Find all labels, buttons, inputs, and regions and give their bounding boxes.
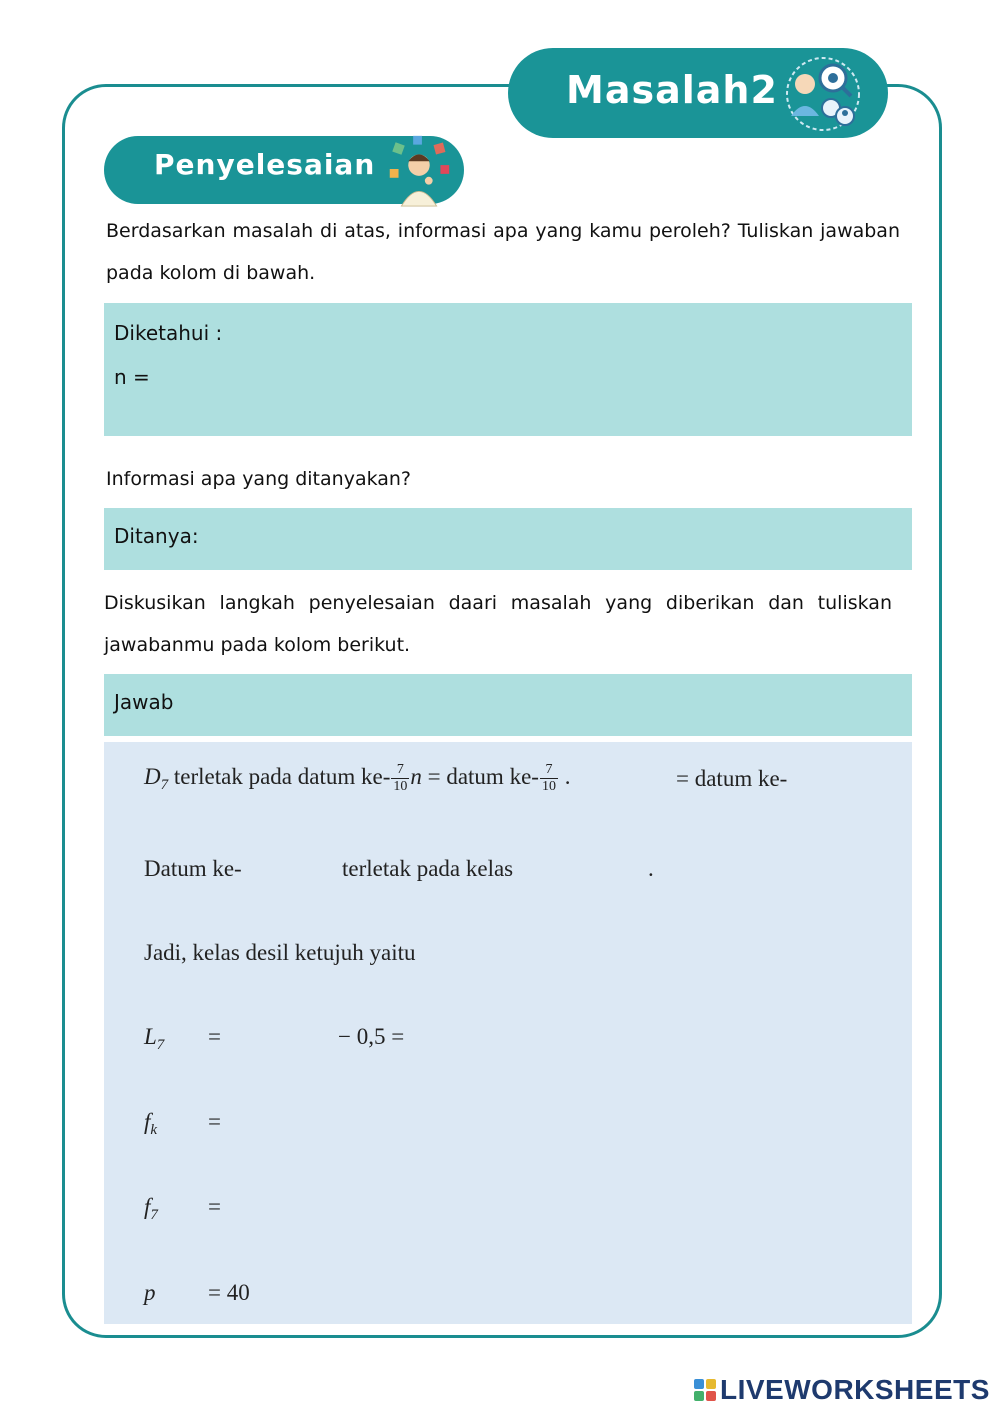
- ditanya-box[interactable]: [104, 508, 912, 570]
- answer-f7: $f_7$: [144, 1194, 158, 1223]
- intro-question: Berdasarkan masalah di atas, informasi apa yang kamu peroleh? Tuliskan jawaban pada kolom di bawah.: [106, 220, 900, 284]
- answer-p: p: [144, 1280, 156, 1305]
- diketahui-label: Diketahui :: [114, 321, 223, 345]
- ditanya-label: Ditanya:: [114, 524, 199, 548]
- answer-fk-eq: =: [208, 1109, 221, 1134]
- jawab-label: Jawab: [114, 690, 174, 714]
- masalah-title: Masalah2: [566, 68, 778, 112]
- liveworksheets-logo: [694, 1374, 990, 1406]
- penyelesaian-title: Penyelesaian: [154, 148, 376, 181]
- liveworksheets-brand: LIVEWORKSHEETS: [720, 1374, 990, 1405]
- answer-line-1: $D_7$ terletak pada datum ke- $\frac{7}{10}$ n = datum ke- $\frac{7}{10}$ .: [144, 762, 571, 794]
- answer-p-eq: = 40: [208, 1280, 250, 1305]
- answer-f7-eq: =: [208, 1194, 221, 1219]
- thinking-student-icon: [380, 130, 458, 208]
- diskusi-text: Diskusikan langkah penyelesaian daari masalah yang diberikan dan tuliskan jawabanmu pada kolom berikut.: [104, 592, 892, 656]
- people-search-icon: [783, 54, 863, 134]
- fraction-1: $\frac{7}{10}$: [393, 762, 408, 794]
- answer-l7-rest: − 0,5 =: [338, 1024, 405, 1049]
- answer-area: [104, 742, 912, 1324]
- ditanya-prompt: Informasi apa yang ditanyakan?: [106, 468, 412, 490]
- penyelesaian-header: [104, 136, 464, 204]
- answer-fk: $f_k$: [144, 1109, 158, 1138]
- answer-l7: $L_7$: [144, 1024, 165, 1053]
- answer-l7-eq: =: [208, 1024, 221, 1049]
- fraction-2: $\frac{7}{10}$: [541, 762, 556, 794]
- diketahui-box[interactable]: [104, 303, 912, 436]
- answer-line-1-end: = datum ke-: [676, 766, 788, 791]
- n-label: n =: [114, 365, 150, 389]
- liveworksheets-logo-icon: [694, 1379, 716, 1401]
- jawab-box: [104, 674, 912, 736]
- answer-line-2b: terletak pada kelas: [342, 856, 514, 881]
- answer-line-2-dot: .: [648, 856, 654, 881]
- answer-line-3: Jadi, kelas desil ketujuh yaitu: [144, 940, 416, 965]
- masalah-header: [508, 48, 888, 138]
- answer-line-2a: Datum ke-: [144, 856, 242, 881]
